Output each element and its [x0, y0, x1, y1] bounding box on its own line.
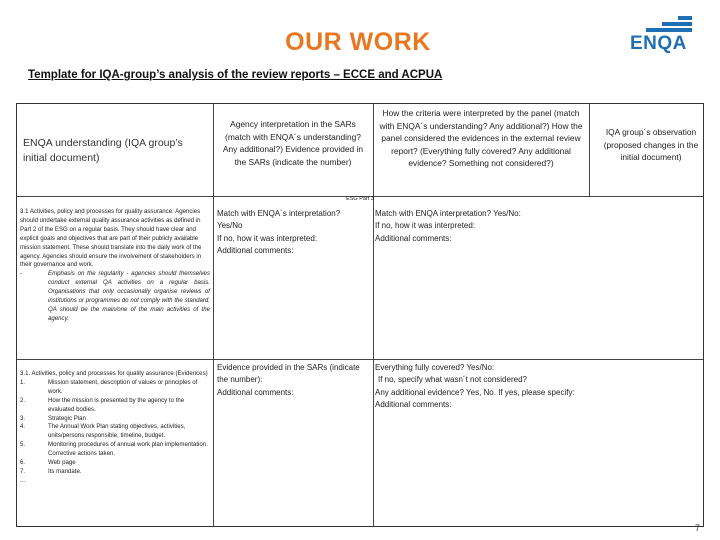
prompt-line: If no, how it was interpreted:	[217, 233, 318, 243]
item-text: Web page	[48, 459, 76, 467]
enqa-logo	[630, 16, 692, 54]
list-item	[20, 379, 210, 397]
prompt-line: Evidence provided in the SARs (indicate the number):	[217, 363, 360, 385]
logo-text: ENQA	[630, 33, 687, 54]
prompt-line: Yes/No	[217, 221, 243, 231]
standard-3-1-text: 3.1 Activities, policy and processes for quality assurance: Agencies should undertake external quality assurance activities as defined in Part 2 of the ESG on a regular basis. They should have clear and explicit goals and objectives that are part of their publicly available mission statement. These should translate into the daily work of the agency. Agencies should ensure the involvement of stakeholders in their governance and work.	[20, 208, 202, 269]
prompt-line: Any additional evidence? Yes, No. If yes, please specify:	[375, 387, 575, 397]
evidence-intro: 3.1. Activities, policy and processes for quality assurance (Evidences)	[20, 370, 208, 377]
evidence-list	[20, 370, 210, 486]
header-iqa-observation: IQA group´s observation (proposed changes in the initial document)	[603, 127, 699, 163]
item-text: Its mandate.	[48, 467, 82, 475]
prompt-line: Match with ENQA interpretation? Yes/No:	[375, 209, 521, 218]
prompt-line: Additional comments:	[217, 387, 294, 397]
column-divider	[589, 104, 590, 196]
analysis-table	[16, 103, 704, 527]
header-panel-interpretation: How the criteria were interpreted by the panel (match with ENQA´s understanding? Any additional?) How the panel considered the evidences in the external review report? (Everything fully covered? Any additional evidence? Something not considered?)	[379, 108, 583, 169]
bullet-mark: -	[20, 270, 23, 278]
item-text: Monitoring procedures of annual work plan implementation. Corrective actions taken.	[48, 441, 208, 458]
standard-3-1-description	[20, 208, 210, 324]
logo-bars-icon	[638, 16, 692, 34]
agency-response-row2	[217, 362, 367, 399]
prompt-line: Additional comments:	[217, 246, 294, 256]
item-number: 7.	[20, 467, 26, 475]
page-number: 7	[694, 523, 700, 533]
column-divider	[213, 104, 214, 526]
list-item	[20, 415, 210, 424]
list-item	[20, 423, 210, 441]
header-agency-interpretation: Agency interpretation in the SARs (match with ENQA´s understanding? Any additional?) Evidence provided in the SARs (indicate the number)	[222, 119, 364, 167]
document-subtitle: Template for IQA-group’s analysis of the review reports – ECCE and ACPUA	[28, 69, 443, 81]
item-text: Mission statement, description of values or principles of work.	[48, 378, 198, 395]
item-number: 2.	[20, 396, 26, 404]
list-item	[20, 468, 210, 477]
list-item	[20, 459, 210, 468]
prompt-line: Additional comments:	[375, 400, 452, 410]
agency-response-row1	[217, 208, 373, 258]
item-text: How the mission is presented by the agency to the evaluated bodies.	[48, 396, 185, 413]
prompt-line: Additional comments:	[375, 233, 452, 243]
prompt-line: Match with ENQA´s interpretation?	[217, 209, 341, 218]
prompt-line: If no, how it was interpreted:	[375, 221, 476, 231]
item-number: 1.	[20, 378, 26, 386]
list-item	[20, 397, 210, 415]
item-text: The Annual Work Plan stating objectives, activities, units/persons responsible, timeline, budget.	[48, 423, 186, 440]
page-title: OUR WORK	[285, 28, 431, 56]
item-number: 6.	[20, 459, 26, 467]
row-divider	[17, 359, 703, 360]
item-number: 4.	[20, 423, 26, 431]
list-item	[20, 477, 210, 486]
item-number: 3.	[20, 414, 26, 422]
panel-response-row2	[375, 362, 587, 412]
list-item	[20, 270, 210, 323]
prompt-line: If no, specify what wasn´t not considered?	[378, 375, 527, 385]
column-divider	[373, 104, 374, 526]
item-number: 5.	[20, 441, 26, 449]
panel-response-row1	[375, 208, 587, 245]
list-item	[20, 441, 210, 459]
header-enqa-understanding: ENQA understanding (IQA group’s initial document)	[23, 137, 183, 164]
bullet-text: Emphasis on the regularity - agencies should themselves conduct external QA activities on a regular basis. Organisations that only occasionally organise reviews of institutions or programmes do not comply with the standard. QA should be the main/one of the main activities of the agency.	[48, 270, 210, 322]
esg-section-label: ESG Part 3	[346, 196, 374, 202]
prompt-line: Everything fully covered? Yes/No:	[375, 363, 495, 372]
item-text: Strategic Plan	[48, 414, 86, 422]
item-number: ...	[20, 476, 26, 484]
